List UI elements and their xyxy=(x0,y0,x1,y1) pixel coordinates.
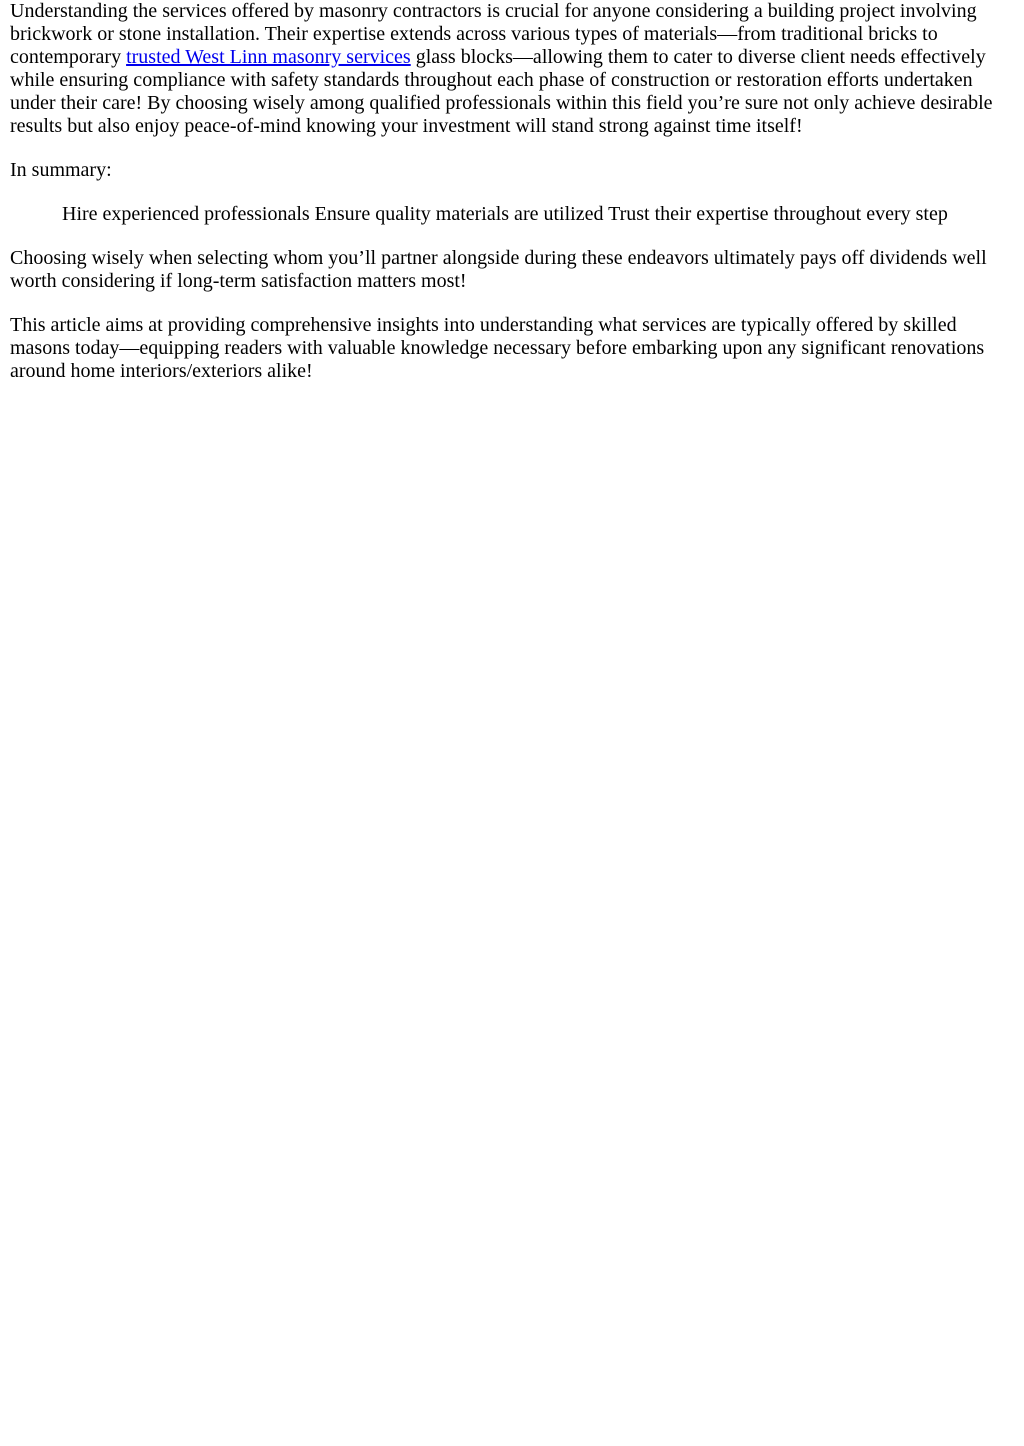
article-body xyxy=(0,0,1024,383)
intro-text-after-link: glass blocks—allowing them to cater to diverse client needs effectively while ensuring compliance with safety standards throughout each phase of construction or restoration efforts undertaken under their care! By choosing wisely among qualified professionals within this field you’re sure not only achieve desirable results but also enjoy peace-of-mind knowing your investment will stand strong against time itself! xyxy=(10,46,993,137)
summary-heading: In summary: xyxy=(10,159,112,181)
closing-paragraph: This article aims at providing comprehensive insights into understanding what services are typically offered by skilled masons today—equipping readers with valuable knowledge necessary before embarking upon any significant renovations around home interiors/exteriors alike! xyxy=(10,314,985,382)
masonry-services-link[interactable]: trusted West Linn masonry services xyxy=(126,46,411,68)
intro-paragraph xyxy=(10,0,1014,138)
summary-list: Hire experienced professionals Ensure quality materials are utilized Trust their expertise throughout every step xyxy=(62,203,948,225)
choosing-paragraph: Choosing wisely when selecting whom you’ll partner alongside during these endeavors ultimately pays off dividends well worth considering if long-term satisfaction matters most! xyxy=(10,247,987,292)
intro-text-before-link: Understanding the services offered by masonry contractors is crucial for anyone considering a building project involving brickwork or stone installation. Their expertise extends across various types of materials—from traditional bricks to contemporary xyxy=(10,0,977,68)
